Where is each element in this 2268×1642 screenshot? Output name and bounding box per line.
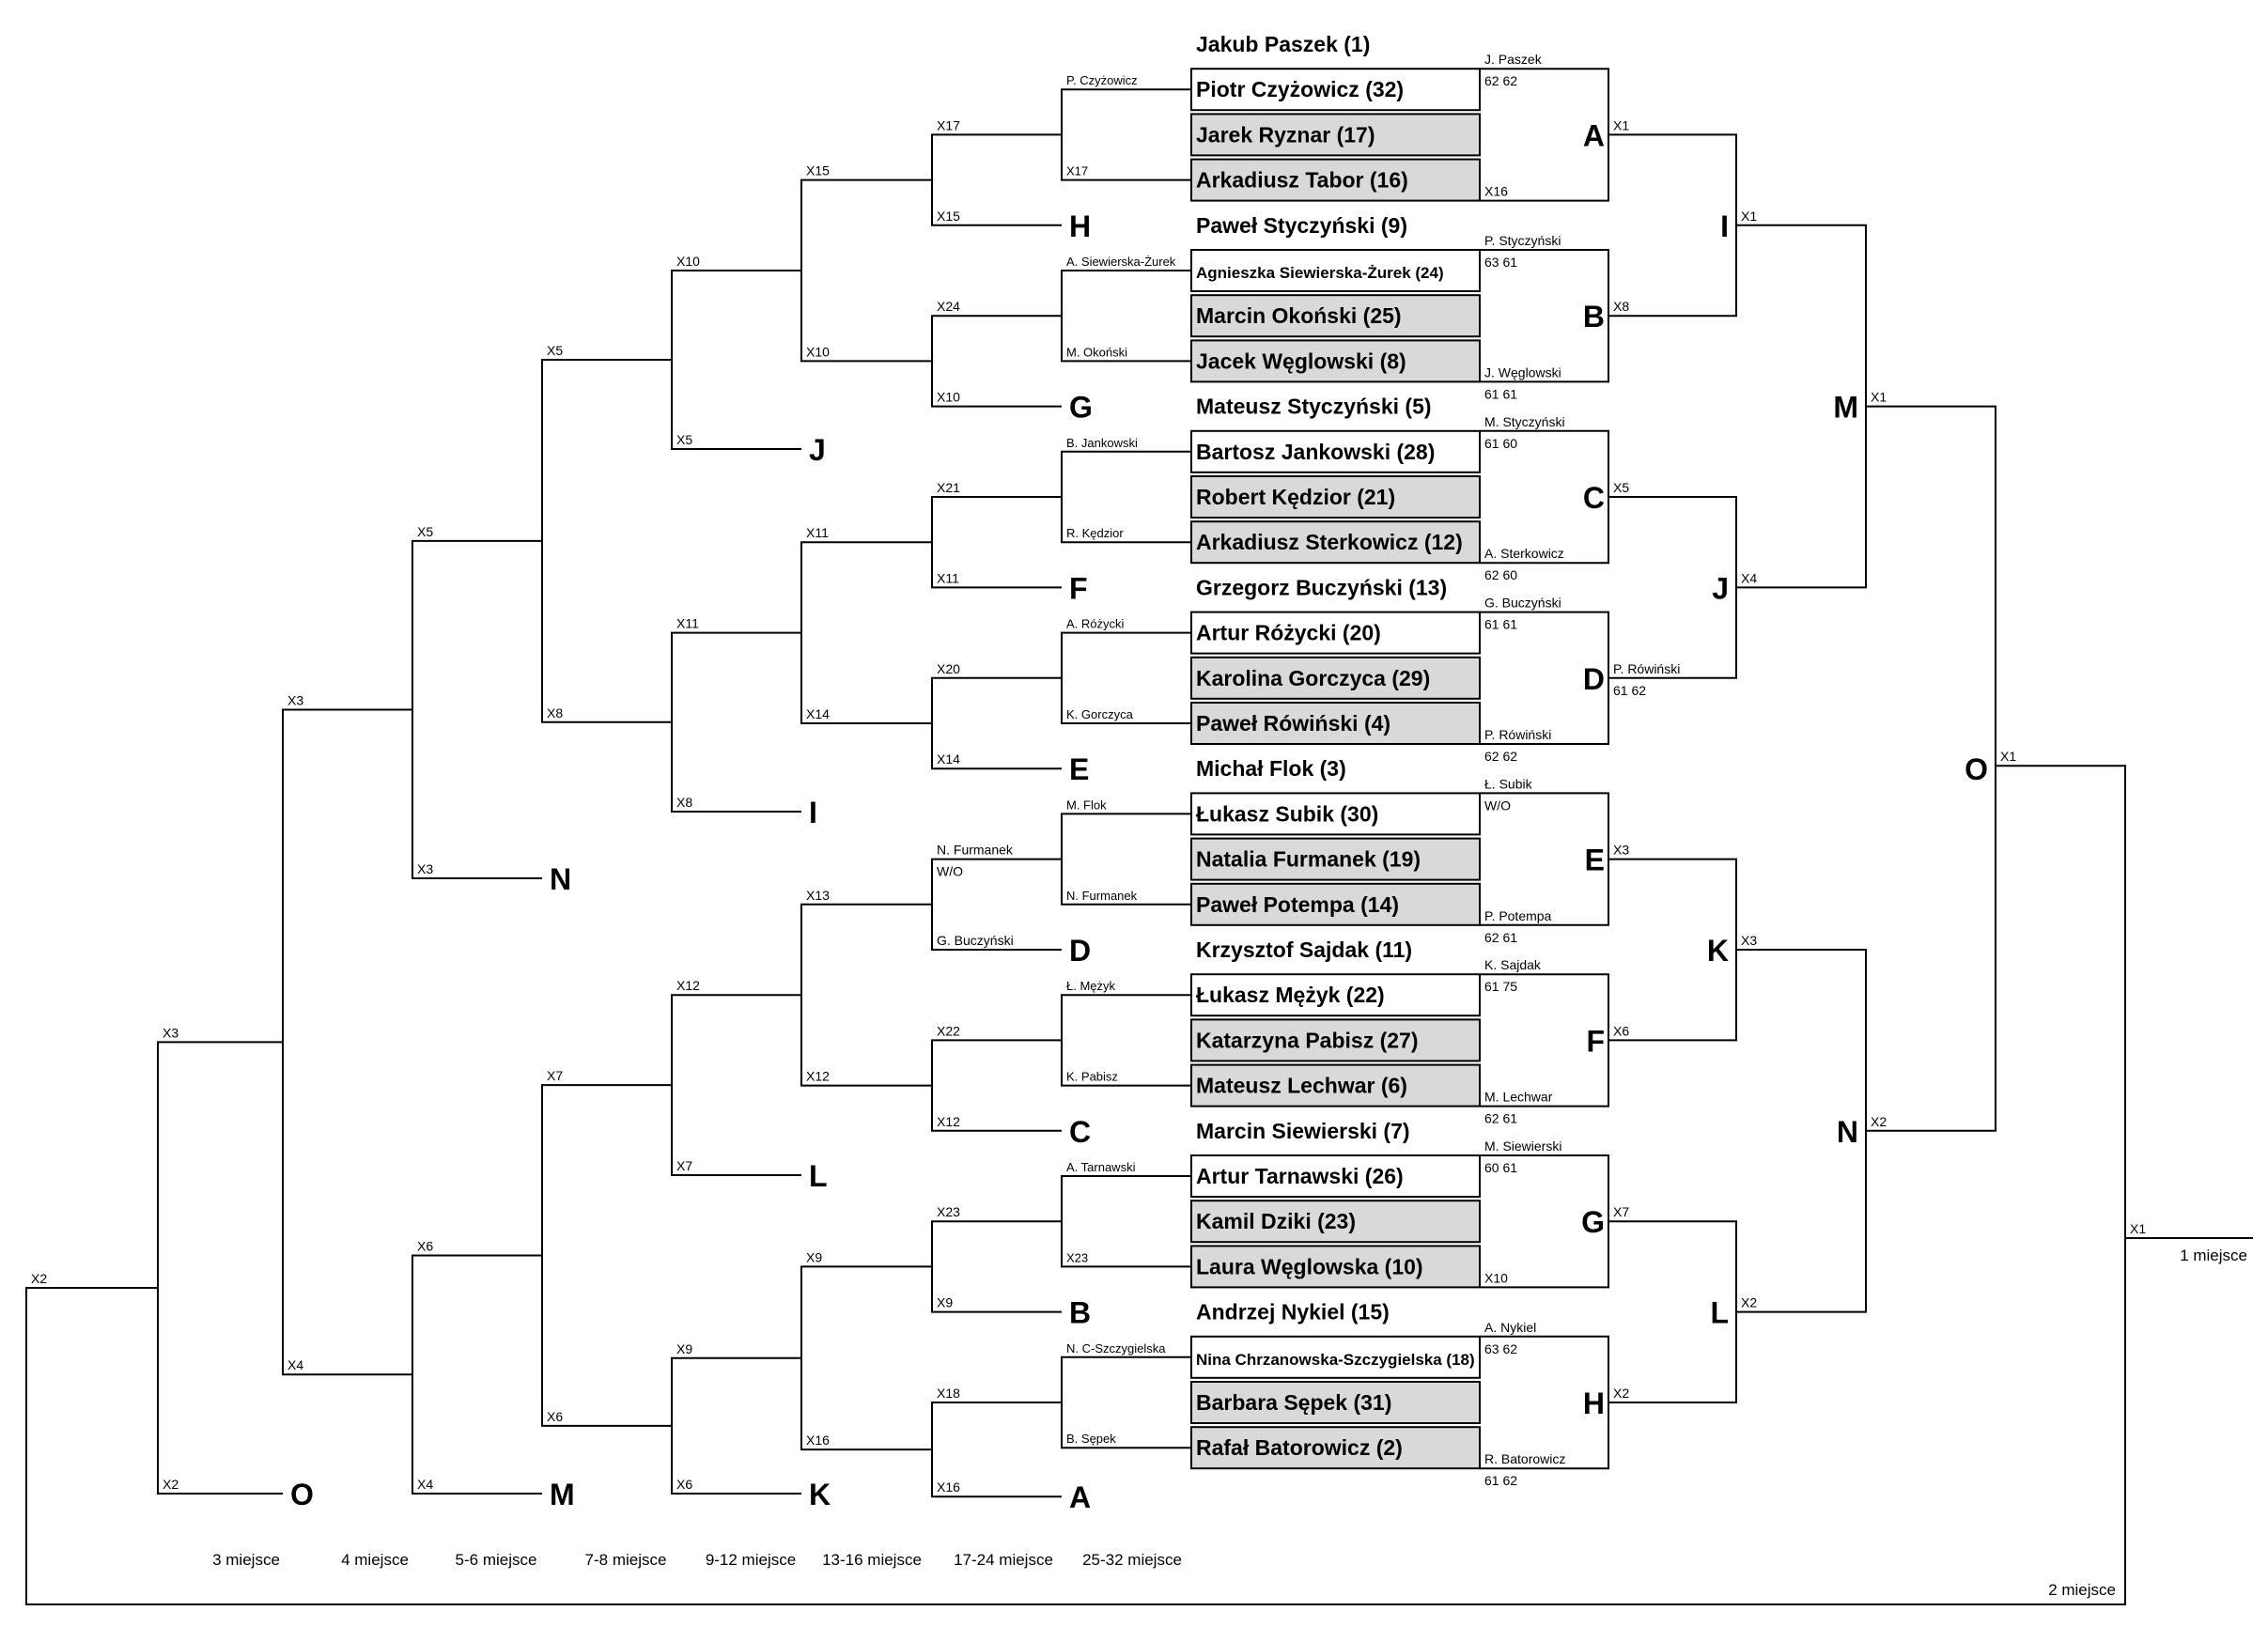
- bracket-connector: [158, 1042, 283, 1494]
- group-letter: H: [1582, 1386, 1605, 1420]
- group-letter: G: [1581, 1205, 1605, 1240]
- group-letter: L: [1710, 1295, 1729, 1330]
- loser-letter: O: [290, 1478, 314, 1511]
- player-name: Nina Chrzanowska-Szczygielska (18): [1196, 1350, 1475, 1369]
- match-winner-label: X23: [1066, 1250, 1089, 1265]
- player-name: Marcin Okoński (25): [1196, 303, 1402, 329]
- match-winner-label: M. Lechwar: [1484, 1089, 1553, 1105]
- loser-letter: B: [1069, 1295, 1092, 1330]
- loser-letter: G: [1069, 390, 1093, 425]
- match-winner-label: X16: [937, 1479, 960, 1495]
- match-winner-label: X16: [1484, 183, 1508, 199]
- match-winner-label: A. Siewierska-Żurek: [1066, 255, 1176, 269]
- match-winner-label: P. Rówiński: [1484, 727, 1552, 742]
- match-winner-label: X2: [1871, 1113, 1887, 1129]
- bracket-connector: [542, 360, 672, 722]
- bracket-connector: [801, 1266, 932, 1449]
- player-name: Michał Flok (3): [1196, 756, 1346, 782]
- match-winner-label: N. Furmanek: [1066, 888, 1138, 903]
- match-score: 62 60: [1484, 567, 1518, 583]
- bracket-connector: [412, 541, 542, 878]
- match-winner-label: X9: [806, 1249, 823, 1265]
- match-winner-label: X3: [163, 1025, 179, 1041]
- match-winner-label: X1: [1741, 208, 1758, 224]
- match-winner-label: X12: [806, 1068, 830, 1084]
- player-name: Łukasz Subik (30): [1196, 801, 1379, 827]
- player-name: Laura Węglowska (10): [1196, 1254, 1423, 1279]
- bracket-connector: [542, 1085, 672, 1426]
- bracket-connector: [672, 271, 801, 449]
- match-score: 62 61: [1484, 929, 1518, 945]
- player-name: Natalia Furmanek (19): [1196, 846, 1421, 872]
- match-score: 61 61: [1484, 386, 1518, 402]
- group-letter: E: [1584, 843, 1605, 877]
- match-score: 61 61: [1484, 616, 1518, 632]
- match-winner-label: X8: [676, 795, 693, 810]
- placement-label: 7-8 miejsce: [584, 1551, 667, 1569]
- match-winner-label: X2: [1613, 1386, 1630, 1401]
- match-winner-label: J. Paszek: [1484, 52, 1542, 68]
- match-winner-label: G. Buczyński: [937, 933, 1014, 948]
- match-winner-label: X17: [937, 117, 960, 133]
- group-letter: O: [1965, 752, 1988, 787]
- match-winner-label: Ł. Subik: [1484, 776, 1532, 792]
- match-winner-label: X6: [547, 1408, 564, 1424]
- match-winner-label: X3: [1613, 842, 1630, 858]
- match-winner-label: X5: [417, 523, 434, 539]
- group-letter: C: [1582, 481, 1605, 515]
- placement-label: 3 miejsce: [212, 1551, 280, 1569]
- player-name: Agnieszka Siewierska-Żurek (24): [1196, 264, 1444, 282]
- match-winner-label: X6: [417, 1238, 434, 1254]
- player-name: Krzysztof Sajdak (11): [1196, 937, 1413, 962]
- match-winner-label: P. Czyżowicz: [1066, 73, 1138, 88]
- match-winner-label: P. Potempa: [1484, 907, 1552, 923]
- loser-letter: E: [1069, 752, 1090, 787]
- match-winner-label: X5: [676, 432, 693, 447]
- match-winner-label: X8: [547, 705, 564, 720]
- player-name: Marcin Siewierski (7): [1196, 1118, 1410, 1143]
- match-winner-label: A. Nykiel: [1484, 1319, 1537, 1335]
- match-winner-label: X10: [806, 344, 830, 360]
- match-winner-label: X11: [806, 525, 829, 541]
- match-winner-label: X1: [1613, 117, 1630, 133]
- group-letter: D: [1582, 661, 1605, 696]
- match-score: W/O: [937, 863, 963, 879]
- loser-letter: J: [809, 433, 826, 467]
- match-winner-label: X5: [1613, 480, 1630, 495]
- match-winner-label: X11: [676, 615, 699, 631]
- match-winner-label: X12: [676, 978, 700, 994]
- bracket-connector: [801, 180, 932, 362]
- loser-letter: D: [1069, 934, 1092, 968]
- bracket-connector: [672, 633, 801, 812]
- match-winner-label: M. Siewierski: [1484, 1139, 1562, 1154]
- match-winner-label: P. Styczyński: [1484, 233, 1561, 248]
- match-winner-label: Ł. Mężyk: [1066, 979, 1116, 994]
- match-winner-label: X4: [1741, 570, 1758, 586]
- player-name: Robert Kędzior (21): [1196, 485, 1396, 509]
- group-letter: A: [1582, 118, 1605, 153]
- match-winner-label: X1: [1871, 389, 1887, 405]
- match-winner-label: R. Kędzior: [1066, 526, 1124, 541]
- match-winner-label: X17: [1066, 163, 1089, 178]
- player-name: Paweł Potempa (14): [1196, 891, 1400, 917]
- match-winner-label: G. Buczyński: [1484, 595, 1561, 611]
- match-winner-label: X22: [937, 1023, 960, 1039]
- bracket-connector: [801, 905, 932, 1086]
- bracket-connector: [412, 1255, 542, 1494]
- player-name: Karolina Gorczyca (29): [1196, 665, 1431, 690]
- group-letter: J: [1712, 571, 1729, 606]
- player-name: Paweł Rówiński (4): [1196, 711, 1391, 736]
- match-winner-label: X3: [287, 692, 304, 708]
- loser-letter: I: [809, 796, 817, 829]
- player-name: Bartosz Jankowski (28): [1196, 439, 1436, 464]
- loser-letter: L: [809, 1159, 828, 1193]
- match-winner-label: M. Styczyński: [1484, 413, 1565, 429]
- match-winner-label: P. Rówiński: [1613, 660, 1681, 676]
- final-label: X1: [2130, 1221, 2147, 1236]
- match-score: 60 61: [1484, 1160, 1518, 1175]
- player-name: Arkadiusz Sterkowicz (12): [1196, 530, 1463, 555]
- player-name: Artur Różycki (20): [1196, 620, 1381, 645]
- player-name: Mateusz Lechwar (6): [1196, 1073, 1407, 1098]
- match-winner-label: X13: [806, 887, 830, 903]
- match-winner-label: X21: [937, 480, 960, 495]
- loser-letter: N: [550, 862, 572, 896]
- match-winner-label: X3: [417, 861, 434, 876]
- match-winner-label: X7: [547, 1068, 564, 1084]
- match-winner-label: X24: [937, 299, 960, 315]
- match-winner-label: X9: [676, 1340, 693, 1356]
- match-winner-label: N. Furmanek: [937, 842, 1013, 858]
- match-score: 61 62: [1484, 1473, 1518, 1489]
- match-winner-label: J. Węglowski: [1484, 364, 1561, 380]
- group-letter: N: [1836, 1114, 1858, 1149]
- match-winner-label: A. Różycki: [1066, 616, 1125, 631]
- loser-letter: F: [1069, 571, 1088, 606]
- match-winner-label: X14: [806, 706, 830, 721]
- loser-letter: H: [1069, 209, 1092, 243]
- match-winner-label: X11: [937, 570, 959, 586]
- match-winner-label: X10: [676, 254, 700, 269]
- bracket-connector: [283, 709, 412, 1374]
- placement-label: 17-24 miejsce: [954, 1551, 1053, 1569]
- match-winner-label: B. Sępek: [1066, 1432, 1116, 1447]
- loser-letter: K: [809, 1478, 831, 1511]
- player-name: Katarzyna Pabisz (27): [1196, 1028, 1419, 1053]
- match-score: 62 61: [1484, 1110, 1518, 1126]
- player-name: Barbara Sępek (31): [1196, 1390, 1392, 1415]
- match-winner-label: X2: [1741, 1294, 1758, 1310]
- match-score: 62 62: [1484, 73, 1518, 89]
- player-name: Jacek Węglowski (8): [1196, 349, 1406, 374]
- match-winner-label: X14: [937, 751, 960, 767]
- match-winner-label: X7: [676, 1158, 693, 1173]
- player-name: Jakub Paszek (1): [1196, 32, 1371, 56]
- player-name: Łukasz Mężyk (22): [1196, 983, 1385, 1008]
- match-score: 62 62: [1484, 749, 1518, 764]
- match-winner-label: X23: [937, 1204, 960, 1220]
- placement-label: 25-32 miejsce: [1082, 1551, 1182, 1569]
- group-letter: I: [1720, 209, 1729, 243]
- match-score: 63 61: [1484, 255, 1518, 270]
- match-winner-label: M. Okoński: [1066, 345, 1128, 360]
- match-winner-label: X7: [1613, 1204, 1630, 1220]
- player-name: Arkadiusz Tabor (16): [1196, 167, 1408, 193]
- match-score: 61 62: [1613, 682, 1647, 698]
- match-winner-label: X3: [1741, 933, 1758, 948]
- placement-label: 4 miejsce: [341, 1551, 409, 1569]
- match-score: 61 60: [1484, 435, 1518, 451]
- match-winner-label: X4: [417, 1477, 434, 1492]
- bracket-connector: [801, 542, 932, 723]
- match-score: 61 75: [1484, 979, 1518, 995]
- placement-label: 5-6 miejsce: [455, 1551, 537, 1569]
- match-winner-label: R. Batorowicz: [1484, 1451, 1566, 1467]
- bracket-connector: [672, 1358, 801, 1494]
- match-winner-label: X2: [163, 1477, 179, 1492]
- match-winner-label: X15: [806, 163, 830, 178]
- group-letter: M: [1833, 390, 1858, 425]
- bracket-connector: [1608, 134, 1736, 316]
- match-winner-label: X12: [937, 1113, 960, 1129]
- match-winner-label: X9: [937, 1294, 954, 1310]
- match-winner-label: X5: [547, 343, 564, 358]
- match-winner-label: N. C-Szczygielska: [1066, 1340, 1166, 1355]
- player-name: Grzegorz Buczyński (13): [1196, 575, 1448, 600]
- placement-label: 9-12 miejsce: [705, 1551, 797, 1569]
- match-winner-label: X6: [1613, 1023, 1630, 1039]
- match-winner-label: A. Sterkowicz: [1484, 546, 1564, 562]
- match-winner-label: K. Sajdak: [1484, 957, 1541, 973]
- player-name: Andrzej Nykiel (15): [1196, 1299, 1390, 1324]
- match-winner-label: X10: [937, 389, 960, 405]
- player-name: Piotr Czyżowicz (32): [1196, 77, 1405, 102]
- match-winner-label: A. Tarnawski: [1066, 1160, 1136, 1174]
- player-name: Kamil Dziki (23): [1196, 1209, 1356, 1234]
- match-winner-label: X16: [806, 1433, 830, 1448]
- match-winner-label: K. Gorczyca: [1066, 707, 1133, 721]
- loser-letter: M: [550, 1478, 575, 1511]
- group-letter: B: [1582, 300, 1605, 334]
- match-winner-label: M. Flok: [1066, 798, 1107, 813]
- player-name: Rafał Batorowicz (2): [1196, 1435, 1403, 1461]
- final-label: X1: [2000, 749, 2017, 765]
- match-score: W/O: [1484, 798, 1511, 813]
- match-winner-label: X10: [1484, 1270, 1508, 1286]
- second-place-label: 2 miejsce: [2048, 1581, 2116, 1599]
- placement-label: 13-16 miejsce: [822, 1551, 922, 1569]
- group-letter: K: [1706, 934, 1729, 968]
- match-winner-label: X18: [937, 1386, 960, 1401]
- player-name: Artur Tarnawski (26): [1196, 1164, 1404, 1188]
- match-winner-label: B. Jankowski: [1066, 435, 1138, 450]
- loser-letter: C: [1069, 1114, 1092, 1149]
- match-winner-label: K. Pabisz: [1066, 1069, 1118, 1084]
- bracket-connector: [672, 995, 801, 1175]
- player-name: Jarek Ryznar (17): [1196, 122, 1375, 147]
- match-score: 63 62: [1484, 1340, 1518, 1356]
- match-winner-label: X6: [676, 1477, 693, 1492]
- match-winner-label: X20: [937, 660, 960, 676]
- group-letter: F: [1586, 1024, 1605, 1059]
- player-name: Paweł Styczyński (9): [1196, 212, 1407, 238]
- first-place-label: 1 miejsce: [2180, 1247, 2247, 1264]
- match-winner-label: X8: [1613, 299, 1630, 315]
- player-name: Mateusz Styczyński (5): [1196, 394, 1432, 419]
- loser-letter: A: [1069, 1480, 1092, 1515]
- match-winner-label: X4: [287, 1357, 304, 1373]
- final-label: X2: [31, 1271, 48, 1286]
- match-winner-label: X15: [937, 208, 960, 224]
